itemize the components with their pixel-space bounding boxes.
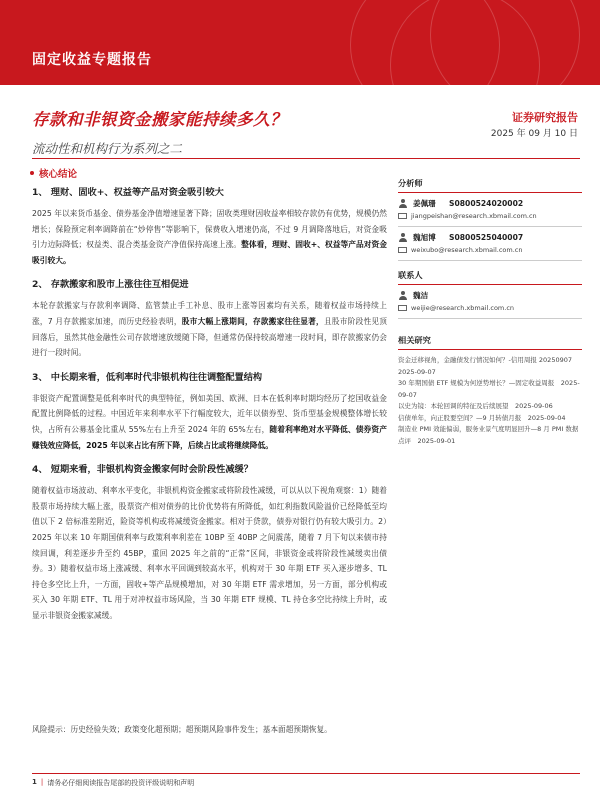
risk-warning: 风险提示：历史经验失效；政策变化超预期；超预期风险事件发生；基本面超预期恢复。 xyxy=(32,725,332,734)
paragraph-text: 本轮存款搬家与存款利率调降、监管禁止手工补息、股市上涨等因素均有关系，随着权益市场持续上涨，7 月存款搬家加速，而历史经验表明， xyxy=(32,301,387,326)
section-4 xyxy=(32,463,387,623)
contact-row xyxy=(398,290,582,302)
related-item[interactable]: 以史为镜：本轮回调的特征及后续展望 2025-09-06 xyxy=(398,402,553,410)
analyst-email-row xyxy=(398,244,582,261)
related-item[interactable]: 资金迁移视角，金融债发行情况如何？-信用周报 20250907 2025-09-07 xyxy=(398,356,579,376)
page-title: 存款和非银资金搬家能持续多久？ xyxy=(32,110,287,129)
analysts-heading: 分析师 xyxy=(398,178,582,193)
decorative-pattern xyxy=(350,0,560,85)
footer xyxy=(32,778,194,788)
paragraph-highlight: 股市大幅上涨期间，存款搬家往往显著， xyxy=(181,316,324,326)
analyst-row xyxy=(398,232,582,244)
section-heading: 1、 理财、固收+、权益等产品对资金吸引较大 xyxy=(32,187,224,198)
section-heading: 3、 中长期来看，低利率时代非银机构往往调整配置结构 xyxy=(32,371,263,383)
footer-divider xyxy=(32,773,580,774)
analyst-name: 姜佩珊 xyxy=(413,199,436,208)
person-icon xyxy=(398,291,408,301)
header-band xyxy=(0,0,600,85)
related-research-list xyxy=(398,355,582,447)
title-divider xyxy=(32,158,580,159)
page-number: 1 xyxy=(32,778,37,786)
related-research-heading: 相关研究 xyxy=(398,335,582,350)
report-date: 2025 年 09 月 10 日 xyxy=(490,129,578,139)
analyst-name: 魏旭博 xyxy=(413,233,436,242)
contact-email[interactable]: weijie@research.xbmail.com.cn xyxy=(411,304,515,312)
analyst-card xyxy=(398,232,582,261)
main-body xyxy=(32,186,387,623)
disclaimer-text: 请务必仔细阅读报告尾部的投资评级说明和声明 xyxy=(47,779,195,787)
paragraph-text: 非银资产配置调整是低利率时代的典型特征，例如美国、欧洲、日本在低利率时期均经历了挖国收益金配置比例降低的过程。中国近年来利率水平下行幅度较大，近年以债券型、货币型基金规模整体增长较快，占所有公募基金比重从 55%左右上升至 2024 年的 65%左右， xyxy=(32,393,387,434)
core-heading-label: 核心结论 xyxy=(39,169,78,180)
person-icon xyxy=(398,199,408,209)
mail-icon xyxy=(398,213,407,219)
page-subtitle: 流动性和机构行为系列之二 xyxy=(32,141,183,156)
paragraph-highlight: 随着利率绝对水平降低、债券资产赚钱效应降低，2025 年以来占比有所下降，后续占比或将继续降低。 xyxy=(32,424,387,450)
section-heading: 4、 短期来看，非银机构资金搬家何时会阶段性减缓？ xyxy=(32,464,253,476)
contact-card xyxy=(398,290,582,319)
paragraph-text: 2025 年以来货币基金、债券基金净值增速显著下降；固收类理财因收益率相较存款仍有优势，规模仍然增长；保险预定利率调降前在“炒停售”等影响下，保费收入增速仍高，不过 9 月调降落地后，对资金吸引力边际降低；权益类、混合类基金资产净值保持高速上涨。 xyxy=(32,209,387,250)
section-3 xyxy=(32,371,387,453)
analyst-email[interactable]: jiangpeishan@research.xbmail.com.cn xyxy=(411,212,537,220)
section-paragraph xyxy=(32,391,387,453)
analyst-email[interactable]: weixubo@research.xbmail.com.cn xyxy=(411,246,523,254)
contact-heading: 联系人 xyxy=(398,270,582,285)
mail-icon xyxy=(398,247,407,253)
section-paragraph xyxy=(32,298,387,360)
analyst-row xyxy=(398,198,582,210)
person-icon xyxy=(398,233,408,243)
analyst-cert: S0800524020002 xyxy=(449,199,524,208)
section-2 xyxy=(32,278,387,360)
related-item[interactable]: 制造业 PMI 效能偏弱，服务业景气度明显回升—8 月 PMI 数据点评 2025-09-01 xyxy=(398,425,579,445)
bullet-icon xyxy=(30,171,34,175)
analyst-email-row xyxy=(398,210,582,227)
section-1 xyxy=(32,186,387,268)
analyst-cert: S0800525040007 xyxy=(449,233,524,242)
report-category: 固定收益专题报告 xyxy=(32,52,152,68)
mail-icon xyxy=(398,305,407,311)
report-type: 证券研究报告 xyxy=(512,111,578,124)
section-heading: 2、 存款搬家和股市上涨往往互相促进 xyxy=(32,279,189,291)
core-conclusion-heading xyxy=(30,166,77,180)
footer-separator: | xyxy=(40,778,44,786)
sidebar xyxy=(398,178,582,447)
related-item[interactable]: 30 年期国债 ETF 规模为何逆势增长？—固定收益周报 2025-09-07 xyxy=(398,379,580,399)
analyst-card xyxy=(398,198,582,227)
contact-name: 魏洁 xyxy=(413,291,429,300)
related-item[interactable]: 信债单年，向正股要空间？—9 月转债月报 2025-09-04 xyxy=(398,413,566,422)
section-paragraph xyxy=(32,206,387,268)
contact-email-row xyxy=(398,302,582,319)
paragraph-text: 且股市阶段性见顶回落后，虽然其他金融性公司存款增速放缓随下降，但通常仍保持较高增速一段时间，即存款搬家仍会进行一段时间。 xyxy=(32,316,387,358)
section-paragraph: 随着权益市场波动、利率水平变化，非银机构资金搬家或将阶段性减缓，可以从以下视角观察：1）随着股票市场持续大幅上涨，股票资产相对债券的比价优势将有所降低，如红利指数风险溢价已经降低至均值以下 2 倍标准差附近，险资等机构或将减缓资金搬家。相对于贷款，债券对银行仍有较大吸引力。2）2025 年以来 10 年期国债利率与政策利率利差在 10BP 至 40BP 之间震荡，随着 7 月下旬以来债市持续回调，利差逐步升至约 45BP，重回 2025 年之前的“正常”区间，非银资金或将阶段性减缓卖出债券。3）随着权益市场上涨减缓、利率水平回调到较高水平，机构对于 30 年期 ETF 买入逐步增多、TL 持仓多空比上升，一方面，固收+等产品规模增加，对 30 年期 ETF 需求增加，另一方面，部分机构或买入 30 年期 ETF、TL 用于对冲权益市场风险，当 30 年期 ETF 规模、TL 持仓多空比持续上升时，或显示非银资金搬家减缓。 xyxy=(32,486,387,620)
paragraph-highlight: 整体看，理财、固收+、权益等产品对资金吸引较大。 xyxy=(32,240,387,265)
